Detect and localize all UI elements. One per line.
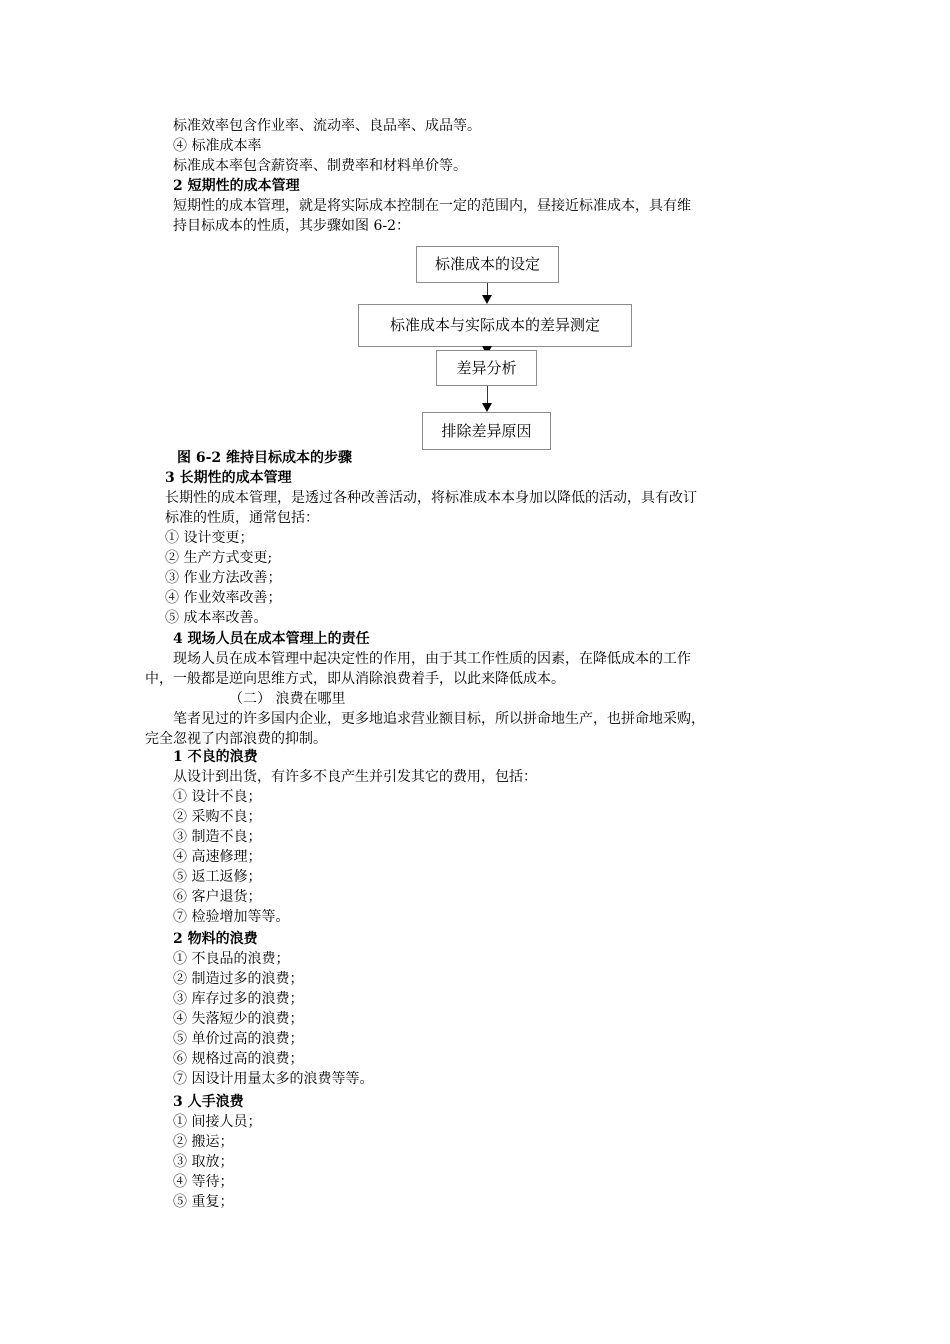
arrow-down-icon [482,403,492,412]
list-item: ① 设计变更； [165,530,254,546]
list-item: ③ 库存过多的浪费； [173,991,304,1007]
list-item: ④ 等待； [173,1174,234,1190]
list-item: ① 设计不良； [173,789,262,805]
flow-step-box: 标准成本的设定 [416,246,559,283]
body-text: 现场人员在成本管理中起决定性的作用，由于其工作性质的因素，在降低成本的工作 [173,651,691,667]
list-item: ⑤ 成本率改善。 [165,610,268,626]
flow-step-box: 排除差异原因 [422,412,551,450]
body-text: 笔者见过的许多国内企业，更多地追求营业额目标，所以拼命地生产，也拼命地采购， [173,711,705,727]
body-text: 从设计到出货，有许多不良产生并引发其它的费用，包括： [173,769,537,785]
list-item: ⑥ 规格过高的浪费； [173,1051,304,1067]
list-item: ⑦ 检验增加等等。 [173,909,290,925]
body-text: 持目标成本的性质，其步骤如图 6-2： [173,218,410,234]
body-text: 标准效率包含作业率、流动率、良品率、成品等。 [173,118,481,134]
arrow-down-icon [482,295,492,304]
body-text: 完全忽视了内部浪费的抑制。 [145,731,327,747]
list-item: ① 间接人员； [173,1114,262,1130]
section-heading: 3 长期性的成本管理 [165,470,292,486]
section-heading: 2 物料的浪费 [173,931,258,947]
body-text: 长期性的成本管理，是透过各种改善活动，将标准成本本身加以降低的活动，具有改订 [165,490,697,506]
section-heading: 1 不良的浪费 [173,749,258,765]
body-text: 标准成本率包含薪资率、制费率和材料单价等。 [173,158,467,174]
body-text: 短期性的成本管理，就是将实际成本控制在一定的范围内，昼接近标准成本，具有维 [173,198,691,214]
list-item: ⑤ 单价过高的浪费； [173,1031,304,1047]
figure-caption: 图 6-2 维持目标成本的步骤 [177,450,353,466]
list-item: ⑥ 客户退货； [173,889,262,905]
list-item: ② 制造过多的浪费； [173,971,304,987]
part-heading: （二） 浪费在哪里 [229,691,346,707]
list-item: ② 采购不良； [173,809,262,825]
list-item: ② 搬运； [173,1134,234,1150]
section-heading: 4 现场人员在成本管理上的责任 [173,631,370,647]
body-text: 中，一般都是逆向思维方式，即从消除浪费着手，以此来降低成本。 [145,671,565,687]
flow-connector [487,386,488,404]
list-item: ③ 取放； [173,1154,234,1170]
list-item: ④ 高速修理； [173,849,262,865]
list-item: ② 生产方式变更; [165,550,273,566]
body-text: 标准的性质，通常包括： [165,510,319,526]
list-item: ③ 作业方法改善； [165,570,282,586]
list-item: ① 不良品的浪费； [173,951,290,967]
list-item: ⑦ 因设计用量太多的浪费等等。 [173,1071,374,1087]
list-item: ④ 作业效率改善； [165,590,282,606]
list-item: ⑤ 返工返修； [173,869,262,885]
list-item: ⑤ 重复； [173,1194,234,1210]
flow-step-box: 差异分析 [436,350,537,386]
section-heading: 3 人手浪费 [173,1094,244,1110]
list-item: ③ 制造不良； [173,829,262,845]
flow-step-box: 标准成本与实际成本的差异测定 [358,304,632,347]
list-item: ④ 失落短少的浪费； [173,1011,304,1027]
section-heading: 2 短期性的成本管理 [173,178,300,194]
list-item: ④ 标准成本率 [173,138,262,154]
